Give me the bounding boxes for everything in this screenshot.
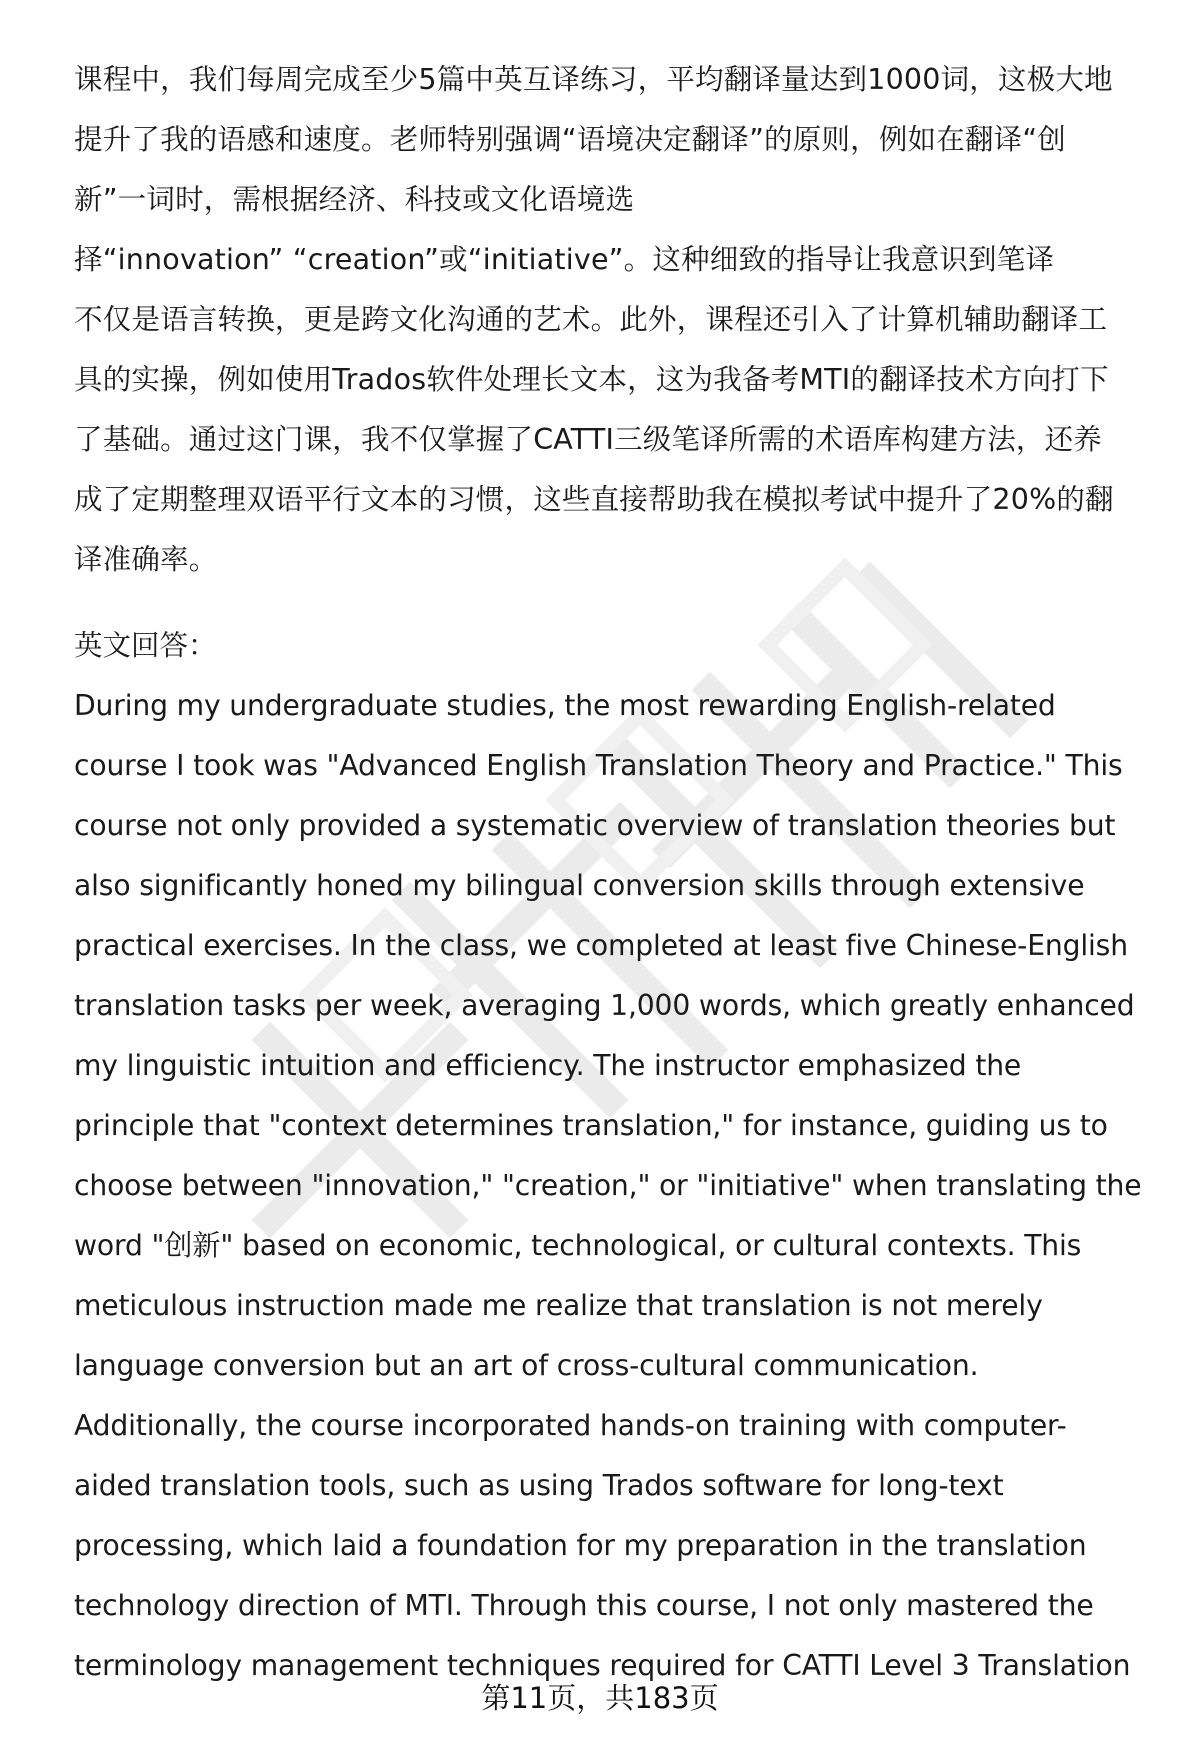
english-paragraph: [74, 676, 1154, 1696]
english-line: course not only provided a systematic overview of translation theories but: [74, 809, 1116, 842]
english-line: processing, which laid a foundation for my preparation in the translation: [74, 1529, 1087, 1562]
english-line: word "创新" based on economic, technological, or cultural contexts. This: [74, 1229, 1082, 1262]
chinese-paragraph: [74, 50, 1154, 590]
chinese-line: 具的实操，例如使用Trados软件处理长文本，这为我备考MTI的翻译技术方向打下: [74, 363, 1109, 396]
english-line: Additionally, the course incorporated hands-on training with computer-: [74, 1409, 1067, 1442]
english-line: practical exercises. In the class, we completed at least five Chinese-English: [74, 929, 1128, 962]
chinese-line: 成了定期整理双语平行文本的习惯，这些直接帮助我在模拟考试中提升了20%的翻: [74, 483, 1114, 516]
page-number-footer: 第11页，共183页: [481, 1681, 719, 1715]
english-line: translation tasks per week, averaging 1,000 words, which greatly enhanced: [74, 989, 1135, 1022]
english-line: principle that "context determines translation," for instance, guiding us to: [74, 1109, 1108, 1142]
english-line: terminology management techniques required for CATTI Level 3 Translation: [74, 1649, 1131, 1682]
chinese-line: 新”一词时，需根据经济、科技或文化语境选: [74, 183, 635, 216]
english-line: choose between "innovation," "creation," or "initiative" when translating the: [74, 1169, 1142, 1202]
english-line: my linguistic intuition and efficiency. The instructor emphasized the: [74, 1049, 1022, 1082]
english-answer-heading: 英文回答：: [74, 629, 217, 662]
english-line: meticulous instruction made me realize that translation is not merely: [74, 1289, 1043, 1322]
chinese-line: 提升了我的语感和速度。老师特别强调“语境决定翻译”的原则，例如在翻译“创: [74, 123, 1066, 156]
chinese-line: 择“innovation” “creation”或“initiative”。这种细致的指导让我意识到笔译: [74, 243, 1055, 276]
chinese-line: 不仅是语言转换，更是跨文化沟通的艺术。此外，课程还引入了计算机辅助翻译工: [74, 303, 1108, 336]
chinese-line: 课程中，我们每周完成至少5篇中英互译练习，平均翻译量达到1000词，这极大地: [74, 63, 1113, 96]
english-line: course I took was "Advanced English Translation Theory and Practice." This: [74, 749, 1123, 782]
chinese-line: 了基础。通过这门课，我不仅掌握了CATTI三级笔译所需的术语库构建方法，还养: [74, 423, 1103, 456]
english-line: During my undergraduate studies, the most rewarding English-related: [74, 689, 1056, 722]
english-line: language conversion but an art of cross-cultural communication.: [74, 1349, 979, 1382]
english-line: aided translation tools, such as using Trados software for long-text: [74, 1469, 1004, 1502]
english-line: also significantly honed my bilingual conversion skills through extensive: [74, 869, 1085, 902]
chinese-line: 译准确率。: [74, 543, 218, 576]
english-line: technology direction of MTI. Through this course, I not only mastered the: [74, 1589, 1094, 1622]
